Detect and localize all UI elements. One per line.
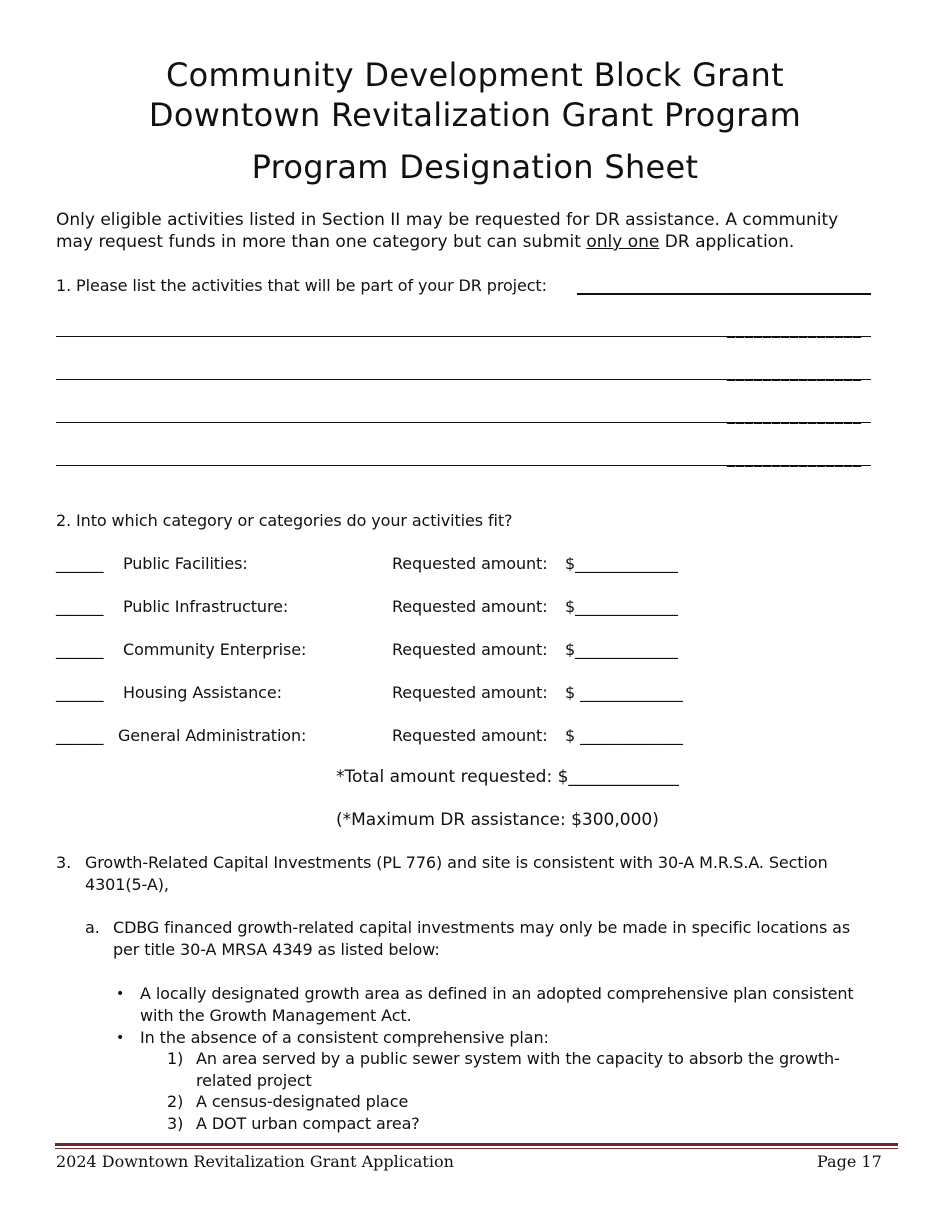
category-name: Public Infrastructure: bbox=[123, 597, 289, 616]
sub-1-marker: 1) bbox=[167, 1049, 184, 1068]
category-check-community-enterprise[interactable]: ______ bbox=[56, 640, 104, 659]
total-amount-requested[interactable]: *Total amount requested: $_____________ bbox=[336, 767, 679, 787]
sub-1-line-1: An area served by a public sewer system with the capacity to absorb the growth- bbox=[196, 1049, 840, 1068]
q3a-line-1: CDBG financed growth-related capital investments may only be made in specific locations as bbox=[113, 918, 851, 937]
requested-amount-label: Requested amount: bbox=[392, 597, 548, 616]
q1-blank-1: _______________ bbox=[727, 319, 862, 338]
footer-document-title: 2024 Downtown Revitalization Grant Application bbox=[56, 1152, 454, 1171]
q3-line-2: 4301(5-A), bbox=[85, 875, 169, 894]
maximum-assistance-note: (*Maximum DR assistance: $300,000) bbox=[336, 810, 659, 830]
sub-1-line-2: related project bbox=[196, 1071, 312, 1090]
category-name: Community Enterprise: bbox=[123, 640, 307, 659]
page-title: Program Designation Sheet bbox=[251, 148, 699, 186]
requested-amount-label: Requested amount: bbox=[392, 554, 548, 573]
sub-2-marker: 2) bbox=[167, 1092, 184, 1111]
category-name: Public Facilities: bbox=[123, 554, 248, 573]
q1-blank-2: _______________ bbox=[727, 362, 862, 381]
category-name: General Administration: bbox=[118, 726, 307, 745]
bullet-2: In the absence of a consistent comprehensive plan: bbox=[140, 1028, 549, 1047]
bullet-1-line-2: with the Growth Management Act. bbox=[140, 1006, 412, 1025]
intro-line-2-post: DR application. bbox=[659, 232, 795, 252]
q1-blank-0: _______________ bbox=[727, 276, 862, 295]
title-line-2: Downtown Revitalization Grant Program bbox=[148, 96, 802, 134]
amount-field-public-infrastructure[interactable]: $_____________ bbox=[565, 597, 678, 616]
q3a-line-2: per title 30-A MRSA 4349 as listed below: bbox=[113, 940, 440, 959]
amount-field-public-facilities[interactable]: $_____________ bbox=[565, 554, 678, 573]
q2-label: 2. Into which category or categories do your activities fit? bbox=[56, 511, 513, 530]
amount-field-general-administration[interactable]: $ _____________ bbox=[565, 726, 683, 745]
requested-amount-label: Requested amount: bbox=[392, 683, 548, 702]
q1-label: 1. Please list the activities that will be part of your DR project: bbox=[56, 276, 547, 295]
category-check-general-administration[interactable]: ______ bbox=[56, 726, 104, 745]
sub-3: A DOT urban compact area? bbox=[196, 1114, 420, 1133]
footer-page-number: Page 17 bbox=[817, 1152, 882, 1171]
sub-3-marker: 3) bbox=[167, 1114, 184, 1133]
sub-2: A census-designated place bbox=[196, 1092, 409, 1111]
requested-amount-label: Requested amount: bbox=[392, 640, 548, 659]
amount-field-housing-assistance[interactable]: $ _____________ bbox=[565, 683, 683, 702]
footer-divider-thin bbox=[55, 1148, 898, 1149]
q1-blank-4: _______________ bbox=[727, 448, 862, 467]
intro-line-2 bbox=[56, 231, 896, 253]
bullet-icon: • bbox=[116, 1030, 125, 1046]
category-check-public-facilities[interactable]: ______ bbox=[56, 554, 104, 573]
q3-number: 3. bbox=[56, 853, 72, 872]
bullet-1-line-1: A locally designated growth area as defined in an adopted comprehensive plan consistent bbox=[140, 984, 854, 1003]
intro-line-2-pre: may request funds in more than one category but can submit bbox=[56, 232, 587, 252]
q3-line-1: Growth-Related Capital Investments (PL 776) and site is consistent with 30-A M.R.S.A. Section bbox=[85, 853, 828, 872]
category-check-public-infrastructure[interactable]: ______ bbox=[56, 597, 104, 616]
footer-divider bbox=[55, 1143, 898, 1146]
intro-line-1: Only eligible activities listed in Section II may be requested for DR assistance. A community bbox=[56, 210, 839, 230]
title-line-1: Community Development Block Grant bbox=[166, 56, 784, 94]
q3a-marker: a. bbox=[85, 918, 100, 937]
category-check-housing-assistance[interactable]: ______ bbox=[56, 683, 104, 702]
bullet-icon: • bbox=[116, 986, 125, 1002]
category-name: Housing Assistance: bbox=[123, 683, 282, 702]
intro-underlined-text: only one bbox=[586, 232, 660, 252]
q1-blank-3: _______________ bbox=[727, 405, 862, 424]
requested-amount-label: Requested amount: bbox=[392, 726, 548, 745]
amount-field-community-enterprise[interactable]: $_____________ bbox=[565, 640, 678, 659]
